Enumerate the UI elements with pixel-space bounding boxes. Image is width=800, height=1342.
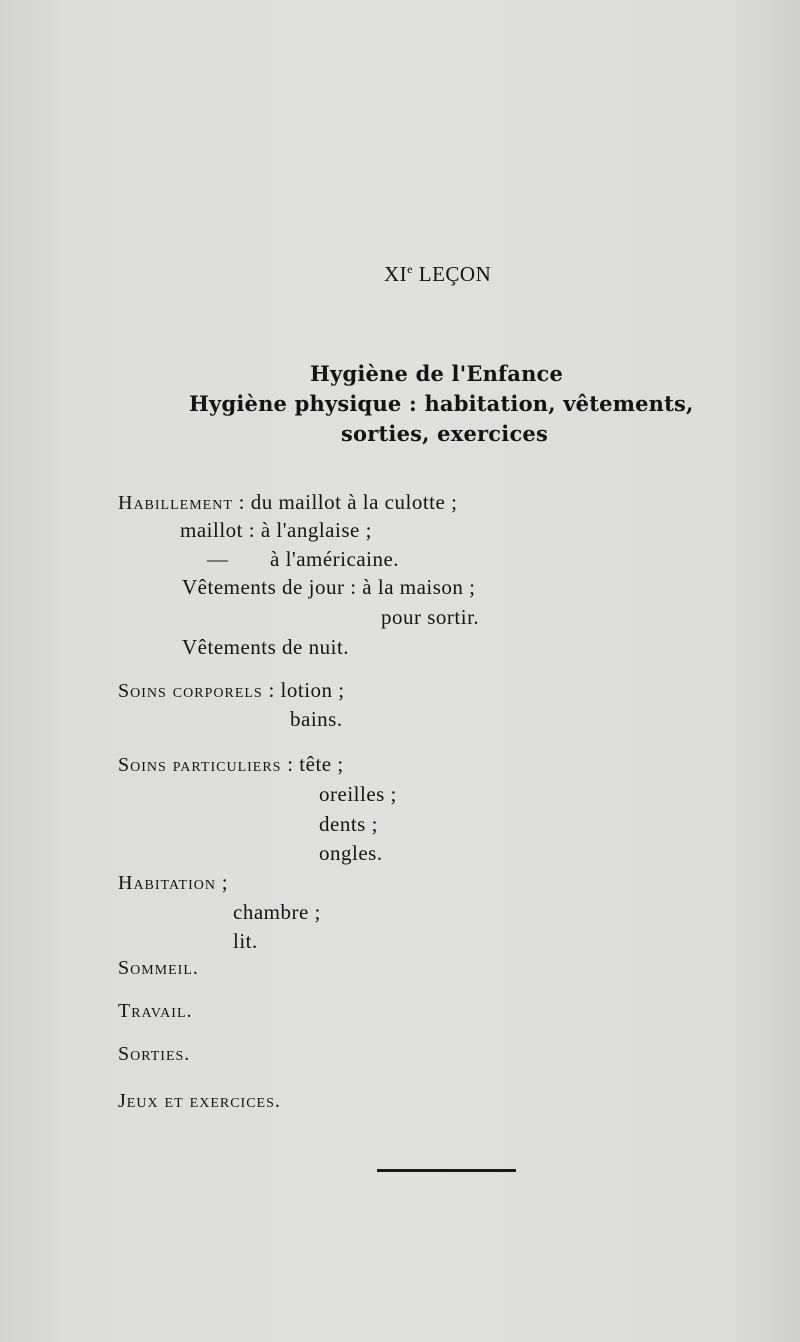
closing-rule — [377, 1169, 516, 1172]
soins-particuliers-line-2: oreilles ; — [319, 782, 397, 806]
sommeil-heading: Sommeil. — [118, 957, 199, 979]
soins-corporels-line-1: : lotion ; — [262, 678, 345, 702]
soins-corporels-heading: Soins corporels — [118, 680, 263, 702]
jeux-heading: Jeux et exercices. — [118, 1090, 281, 1112]
habillement-line-3: à l'américaine. — [270, 547, 400, 571]
soins-particuliers-heading: Soins particuliers — [118, 754, 282, 776]
habillement-line-6: Vêtements de nuit. — [182, 635, 350, 659]
travail-heading: Travail. — [118, 1000, 193, 1022]
lesson-word: LEÇON — [418, 262, 492, 286]
habitation-entry — [118, 870, 228, 895]
soins-particuliers-line-3: dents ; — [319, 812, 378, 836]
habillement-line-4: Vêtements de jour : à la maison ; — [182, 575, 476, 599]
soins-corporels-entry — [118, 678, 345, 703]
title-line-1: Hygiène de l'Enfance — [310, 361, 564, 386]
lesson-number-suffix: e — [407, 262, 413, 276]
habitation-heading: Habitation — [118, 872, 216, 894]
habitation-line-3: lit. — [233, 929, 258, 953]
habitation-line-2: chambre ; — [233, 900, 321, 924]
soins-corporels-line-2: bains. — [290, 707, 343, 731]
sorties-heading: Sorties. — [118, 1043, 191, 1065]
title-line-3: sorties, exercices — [341, 421, 549, 446]
habillement-line-5: pour sortir. — [381, 605, 480, 629]
soins-particuliers-entry — [118, 752, 344, 777]
soins-particuliers-line-4: ongles. — [319, 841, 383, 865]
lesson-heading — [384, 262, 491, 287]
lesson-number: XI — [384, 262, 408, 286]
habillement-dash: — — [207, 547, 229, 571]
habillement-entry — [118, 490, 457, 515]
soins-particuliers-line-1: : tête ; — [281, 752, 344, 776]
habitation-line-1: ; — [215, 870, 229, 894]
habillement-line-1: : du maillot à la culotte ; — [232, 490, 458, 514]
habillement-line-2: maillot : à l'anglaise ; — [180, 518, 372, 542]
habillement-heading: Habillement — [118, 492, 233, 514]
title-line-2: Hygiène physique : habitation, vêtements, — [189, 391, 694, 416]
